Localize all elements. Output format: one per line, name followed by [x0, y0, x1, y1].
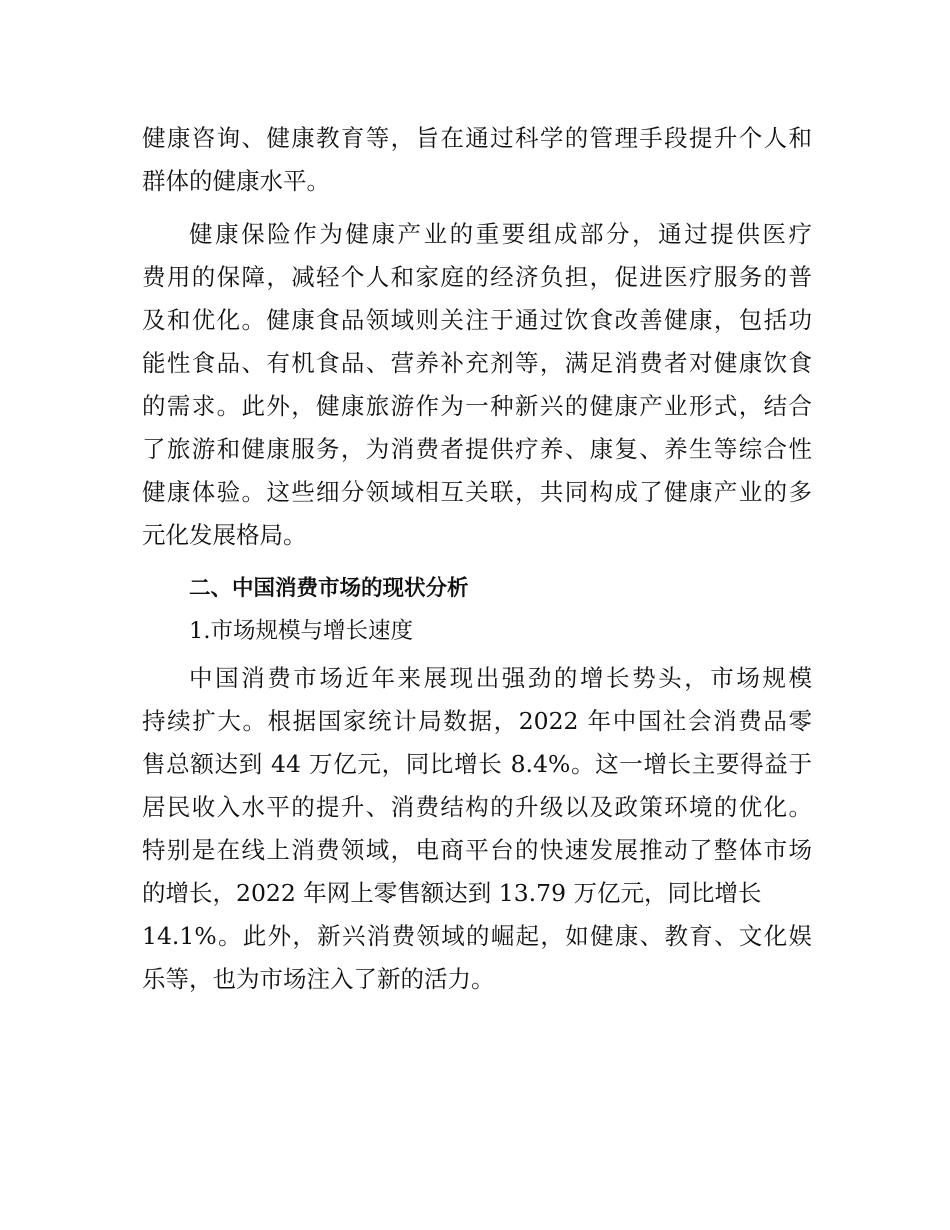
paragraph-health-management-continued [142, 117, 812, 203]
text-line: 持续扩大。根据国家统计局数据，2022 年中国社会消费品零 [142, 707, 812, 735]
text-line: 的需求。此外，健康旅游作为一种新兴的健康产业形式，结合 [142, 392, 812, 420]
text-line: 乐等，也为市场注入了新的活力。 [142, 965, 495, 993]
paragraph-market-size [142, 657, 812, 1001]
document-page [142, 117, 812, 1001]
text-line: 能性食品、有机食品、营养补充剂等，满足消费者对健康饮食 [142, 349, 812, 377]
text-line: 的增长，2022 年网上零售额达到 13.79 万亿元，同比增长 [142, 879, 762, 907]
text-line: 群体的健康水平。 [142, 167, 330, 195]
text-line: 健康咨询、健康教育等，旨在通过科学的管理手段提升个人和 [142, 124, 812, 152]
text-line: 中国消费市场近年来展现出强劲的增长势头，市场规模 [189, 664, 812, 692]
text-line: 健康保险作为健康产业的重要组成部分，通过提供医疗 [189, 220, 812, 248]
text-line: 及和优化。健康食品领域则关注于通过饮食改善健康，包括功 [142, 306, 812, 334]
subsection-heading: 1.市场规模与增长速度 [189, 618, 413, 644]
paragraph-health-insurance [142, 213, 812, 557]
section-heading: 二、中国消费市场的现状分析 [189, 576, 469, 601]
text-line: 售总额达到 44 万亿元，同比增长 8.4%。这一增长主要得益于 [142, 750, 812, 778]
text-line: 费用的保障，减轻个人和家庭的经济负担，促进医疗服务的普 [142, 263, 812, 291]
text-line: 健康体验。这些细分领域相互关联，共同构成了健康产业的多 [142, 478, 812, 506]
text-line: 居民收入水平的提升、消费结构的升级以及政策环境的优化。 [142, 793, 812, 821]
text-line: 特别是在线上消费领域，电商平台的快速发展推动了整体市场 [142, 836, 812, 864]
text-line: 了旅游和健康服务，为消费者提供疗养、康复、养生等综合性 [142, 435, 812, 463]
text-line: 14.1%。此外，新兴消费领域的崛起，如健康、教育、文化娱 [142, 922, 812, 950]
text-line: 元化发展格局。 [142, 521, 307, 549]
